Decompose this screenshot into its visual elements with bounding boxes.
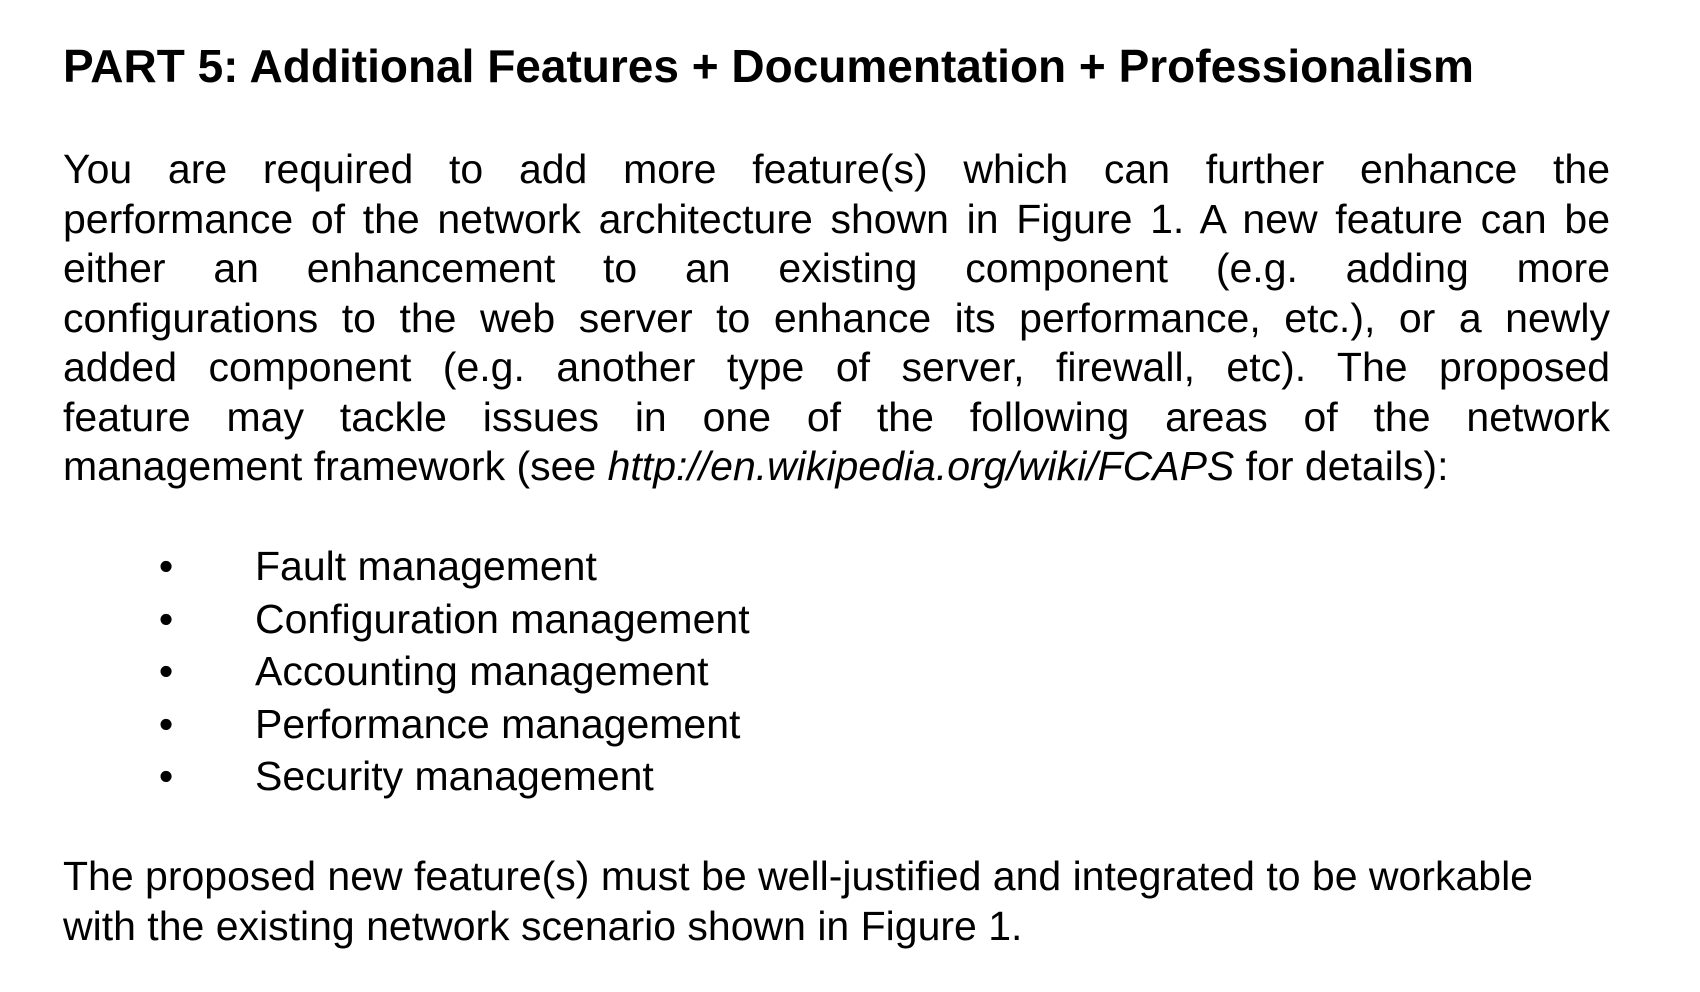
- intro-line: added component (e.g. another type of server, firewall, etc). The proposed: [63, 344, 1610, 390]
- list-item-label: Configuration management: [255, 595, 750, 642]
- list-item-performance-management: [136, 698, 750, 751]
- intro-last-line: [63, 442, 1610, 492]
- fcaps-area-list: [136, 540, 750, 803]
- list-item-configuration-management: [136, 593, 750, 646]
- bullet-icon: •: [158, 753, 174, 799]
- closing-line: The proposed new feature(s) must be well-justified and integrated to be workable: [63, 853, 1533, 899]
- bullet-icon: •: [158, 595, 174, 642]
- bullet-icon: •: [158, 543, 174, 589]
- list-item-security-management: [136, 750, 750, 803]
- list-item-label: Fault management: [255, 543, 597, 589]
- closing-line: with the existing network scenario shown in Figure 1.: [63, 902, 1023, 949]
- closing-paragraph: [63, 852, 1610, 951]
- intro-line: configurations to the web server to enhance its performance, etc.), or a newly: [63, 294, 1610, 341]
- section-heading: PART 5: Additional Features + Documentation + Professionalism: [63, 40, 1474, 92]
- intro-line: either an enhancement to an existing component (e.g. adding more: [63, 245, 1610, 291]
- intro-paragraph: [63, 145, 1610, 492]
- intro-text-after-url: for details):: [1234, 443, 1449, 489]
- intro-text-before-url: management framework (see: [63, 443, 608, 489]
- list-item-fault-management: [136, 540, 750, 593]
- fcaps-wikipedia-url: http://en.wikipedia.org/wiki/FCAPS: [607, 443, 1235, 489]
- list-item-accounting-management: [136, 645, 750, 698]
- list-item-label: Security management: [255, 753, 654, 799]
- intro-line: You are required to add more feature(s) which can further enhance the: [63, 146, 1610, 192]
- bullet-icon: •: [158, 700, 174, 747]
- list-item-label: Performance management: [255, 700, 741, 747]
- list-item-label: Accounting management: [255, 648, 709, 694]
- intro-line: performance of the network architecture shown in Figure 1. A new feature can be: [63, 195, 1610, 242]
- bullet-icon: •: [158, 648, 174, 694]
- intro-line: feature may tackle issues in one of the following areas of the network: [63, 393, 1610, 440]
